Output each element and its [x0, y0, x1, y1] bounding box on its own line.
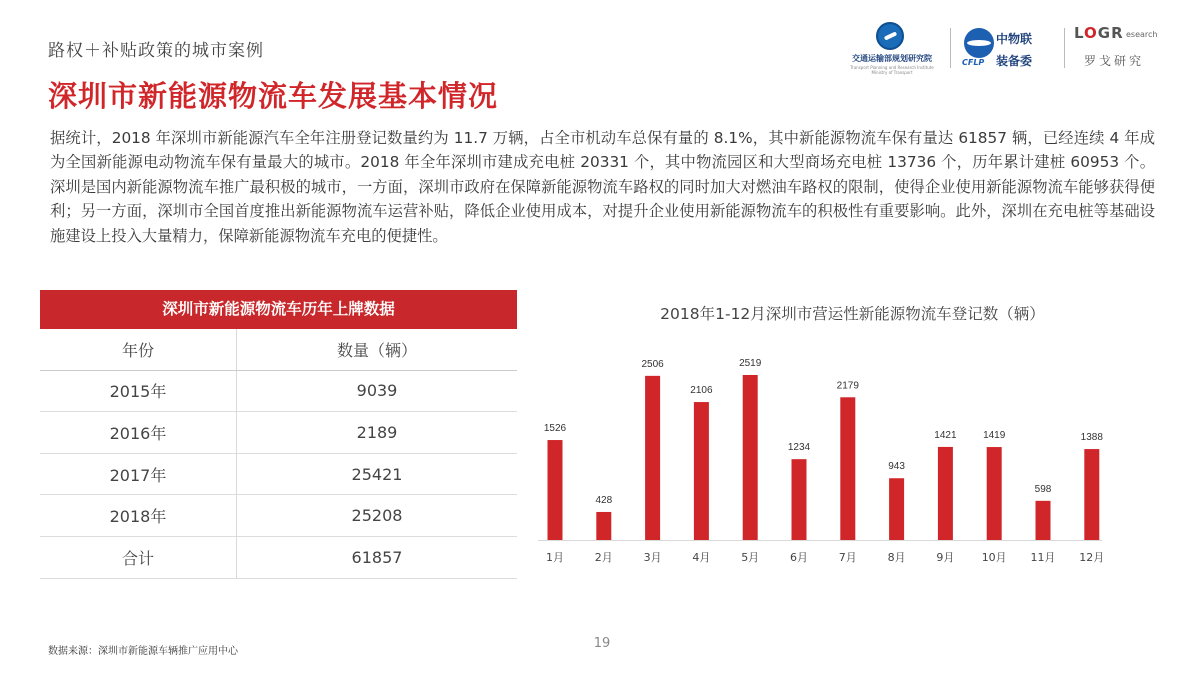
registration-data-table [40, 329, 517, 579]
column-header-year: 年份 [40, 329, 237, 370]
chart-data-label: 1526 [543, 423, 567, 435]
chart-x-tick-label: 7月 [838, 551, 857, 564]
chart-x-tick-label: 10月 [981, 551, 1007, 564]
chart-data-label: 1419 [983, 430, 1006, 442]
chart-x-tick-label: 8月 [887, 551, 906, 564]
chart-x-tick-label: 6月 [790, 551, 808, 564]
cflp-globe-icon [964, 28, 994, 58]
chart-data-label: 1421 [934, 429, 957, 441]
chart-data-label: 2179 [836, 380, 859, 392]
chart-title: 2018年1-12月深圳市营运性新能源物流车登记数（辆） [660, 305, 1045, 323]
page-number: 19 [593, 636, 611, 651]
chart-bar [792, 459, 807, 540]
chart-data-label: 598 [1034, 483, 1052, 495]
table-title: 深圳市新能源物流车历年上牌数据 [40, 290, 517, 329]
chart-bar [694, 402, 709, 540]
chart-x-tick-label: 4月 [692, 551, 711, 564]
logo-divider [950, 28, 951, 68]
table-cell-total-label: 合计 [40, 536, 237, 578]
chart-bar [938, 447, 953, 540]
chart-x-tick-label: 3月 [643, 551, 662, 564]
motc-logo-subtitle: Transport Planning and Research Institute Ministry of Transport [850, 65, 934, 75]
chart-bar [743, 375, 758, 540]
chart-x-tick-label: 12月 [1079, 551, 1105, 564]
table-total-row [40, 536, 517, 578]
section-subtitle: 路权＋补贴政策的城市案例 [48, 41, 264, 61]
table-cell-year: 2015年 [40, 370, 237, 412]
logr-logo-name: 罗戈研究 [1084, 54, 1145, 68]
table-cell-year: 2018年 [40, 495, 237, 537]
table-row [40, 453, 517, 495]
logr-logo [1072, 22, 1172, 74]
motc-emblem-icon [876, 22, 904, 50]
table-cell-year: 2016年 [40, 412, 237, 454]
chart-data-label: 428 [595, 494, 613, 506]
intro-paragraph: 据统计，2018 年深圳市新能源汽车全年注册登记数量约为 11.7 万辆，占全市机动车总保有量的 8.1%，其中新能源物流车保有量达 61857 辆，已经连续 4 年成为全国新能源电动物流车保有量最大的城市。2018 年全年深圳市建成充电桩 20331 个，其中物流园区和大型商场充电桩 13736 个，历年累计建桩 60953 个。深圳是国内新能源物流车推广最积极的城市，一方面，深圳市政府在保障新能源物流车路权的同时加大对燃油车路权的限制，使得企业使用新能源物流车能够获得便利；另一方面，深圳市全国首度推出新能源物流车运营补贴，降低企业使用成本，对提升企业使用新能源物流车的积极性有重要影响。此外，深圳在充电桩等基础设施建设上投入大量精力，保障新能源物流车充电的便捷性。 [50, 129, 1155, 245]
chart-bar [645, 376, 660, 540]
logo-bar [842, 22, 1172, 74]
table-cell-count: 25208 [351, 506, 403, 526]
chart-data-label: 2519 [739, 358, 762, 369]
table-row [40, 412, 517, 454]
chart-bar [889, 478, 904, 540]
motc-logo [842, 22, 942, 74]
registration-table [40, 290, 517, 579]
chart-x-tick-label: 5月 [741, 551, 760, 564]
logr-logo-research: esearch [1126, 30, 1158, 39]
table-cell-count: 9039 [356, 381, 398, 401]
column-header-count: 数量（辆） [237, 329, 518, 370]
chart-bar [987, 447, 1002, 540]
table-cell-count: 2189 [356, 422, 398, 442]
chart-bar [840, 397, 855, 540]
page-title: 深圳市新能源物流车发展基本情况 [48, 79, 499, 113]
chart-bar [596, 512, 611, 540]
table-header-row [40, 329, 517, 370]
chart-x-tick-label: 11月 [1030, 551, 1056, 564]
cflp-logo-name: 中物联 [996, 32, 1033, 46]
table-cell-year: 2017年 [40, 453, 237, 495]
cflp-logo [958, 22, 1058, 74]
chart-bar [1084, 449, 1099, 540]
chart-data-label: 1234 [787, 442, 811, 454]
data-source-note: 数据来源：深圳市新能源车辆推广应用中心 [48, 646, 238, 657]
chart-x-tick-label: 2月 [594, 551, 613, 564]
chart-x-tick-label: 9月 [936, 551, 955, 564]
cflp-logo-committee: 装备委 [996, 54, 1033, 68]
chart-x-tick-label: 1月 [546, 551, 564, 564]
table-cell-total-count: 61857 [351, 547, 403, 567]
logr-logo-mark: LOGR [1074, 24, 1124, 42]
chart-data-label: 943 [888, 461, 905, 473]
table-row [40, 495, 517, 537]
cflp-logo-abbr: CFLP [962, 58, 985, 67]
table-row [40, 370, 517, 412]
chart-data-label: 1388 [1080, 432, 1103, 444]
chart-data-label: 2506 [641, 358, 664, 370]
chart-bar [548, 440, 563, 540]
logo-divider [1064, 28, 1065, 68]
chart-data-label: 2106 [690, 385, 713, 397]
monthly-registration-chart [530, 345, 1110, 580]
table-cell-count: 25421 [351, 464, 403, 484]
chart-bar [1036, 501, 1051, 540]
motc-logo-name: 交通运输部规划研究院 [852, 54, 932, 63]
